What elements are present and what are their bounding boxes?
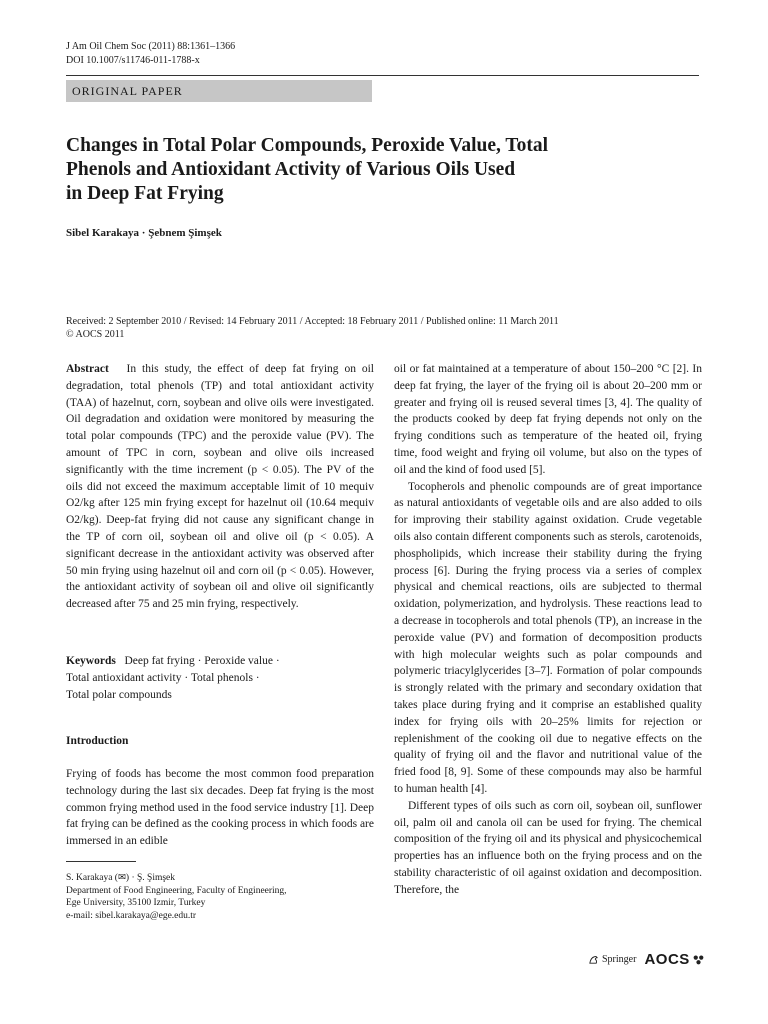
introduction-heading: Introduction: [66, 735, 129, 747]
aocs-label: AOCS: [644, 951, 690, 968]
doi: DOI 10.1007/s11746-011-1788-x: [66, 55, 200, 66]
title-line-3: in Deep Fat Frying: [66, 183, 224, 204]
abstract: [66, 361, 374, 613]
keywords-line-1: Deep fat frying · Peroxide value ·: [124, 655, 280, 667]
footnote-authors: S. Karakaya (✉) · Ş. Şimşek: [66, 873, 176, 883]
springer-horse-icon: [588, 954, 599, 965]
header-rule: [66, 75, 699, 76]
author-list: Sibel Karakaya · Şebnem Şimşek: [66, 227, 222, 239]
footnote-address: Ege University, 35100 Izmir, Turkey: [66, 898, 206, 908]
keywords-label: Keywords: [66, 655, 116, 667]
title-line-1: Changes in Total Polar Compounds, Peroxide Value, Total: [66, 135, 549, 156]
title-line-2: Phenols and Antioxidant Activity of Various Oils Used: [66, 159, 516, 180]
journal-reference: J Am Oil Chem Soc (2011) 88:1361–1366: [66, 41, 236, 52]
paper-type-banner: ORIGINAL PAPER: [66, 80, 372, 102]
left-column: [66, 361, 374, 613]
introduction-text: Frying of foods has become the most common food preparation technology during the last six decades. Deep fat frying is the most common frying method used in the food service industry [1]. Deep fat frying can be defined as the cooking process in which foods are immersed in an edible: [66, 768, 374, 848]
right-column: [394, 361, 702, 899]
footnote-rule: [66, 861, 136, 862]
copyright: © AOCS 2011: [66, 329, 125, 340]
publication-dates: [66, 315, 706, 341]
springer-label: Springer: [602, 954, 637, 965]
author-footnote: [66, 872, 287, 922]
article-title: [66, 134, 666, 206]
keywords-line-3: Total polar compounds: [66, 688, 172, 701]
aocs-mark-icon: [692, 954, 705, 965]
publisher-logos: [588, 951, 705, 968]
dates-history: Received: 2 September 2010 / Revised: 14 February 2011 / Accepted: 18 February 2011 / Published online: 11 March 2011: [66, 316, 559, 327]
introduction-body: [66, 766, 374, 850]
keywords-block: [66, 653, 374, 703]
body-paragraph-3: Different types of oils such as corn oil, soybean oil, sunflower oil, palm oil and canola oil can be used for frying. The chemical composition of the frying oil and its physical and physicochemical properties has an influence both on the frying process and on the stability characteristic of oil against oxidation and decomposition. Therefore, the: [394, 799, 702, 896]
abstract-label: Abstract: [66, 363, 109, 375]
body-paragraph-2: Tocopherols and phenolic compounds are of great importance as natural antioxidants of vegetable oils and are also added to oils for improving their stability against oxidation. Crude vegetable oils also contain different components such as sterols, carotenoids, phospholipids, which increase their stability during the frying process [6]. During the frying process via a series of complex physical and chemical reactions, oils are subjected to thermal oxidation, polymerization, and hydrolysis. These reactions lead to a decrease in tocopherols and total phenols (TP), an increase in the peroxide value (PV) and formation of decomposition products with high molecular weights such as polar compounds and polymeric triacylglycerides [3–7]. Formation of polar compounds is strongly related with the primary and secondary oxidation that takes place during frying and it comprise an established quality index for frying oils with 20–25% limits for rejection or replenishment of the cooking oil due to negative effects on the quality of frying oil and the flavor and nutritional value of the fried food [8, 9]. Some of these compounds may also be harmful to human health [4].: [394, 480, 702, 795]
abstract-text: In this study, the effect of deep fat frying on oil degradation, total phenols (TP) and total antioxidant activity (TAA) of hazelnut, corn, soybean and olive oils were investigated. Oil degradation and oxidation were monitored by measuring the total polar compounds (TPC) and the peroxide value (PV). The amount of TPC in corn, soybean and olive oils increased significantly with the time increment (p < 0.05). The PV of the oils did not exceed the maximum acceptable limit of 10 mequiv O2/kg after 125 min frying except for hazelnut oil (10.64 mequiv O2/kg). Deep-fat frying did not cause any significant change in the TP of corn oil, soybean oil and olive oil (p < 0.05). A significant decrease in the antioxidant activity was observed after 50 min frying using hazelnut oil and corn oil (p < 0.05). However, the antioxidant activity of soybean oil and olive oil significantly decreased after 75 and 25 min frying, respectively.: [66, 363, 374, 611]
keywords-line-2: Total antioxidant activity · Total phenols ·: [66, 671, 260, 684]
footnote-department: Department of Food Engineering, Faculty of Engineering,: [66, 885, 287, 896]
footnote-email: e-mail: sibel.karakaya@ege.edu.tr: [66, 910, 197, 921]
body-paragraph-1: oil or fat maintained at a temperature of about 150–200 °C [2]. In deep fat frying, the layer of the frying oil is about 20–200 mm or greater and frying oil is reused several times [3, 4]. The quality of the products cooked by deep fat frying depends not only on the frying conditions such as temperature of the heated oil, frying time, food weight and frying oil volume, but also on the types of oil and the kind of food used [5].: [394, 363, 702, 476]
